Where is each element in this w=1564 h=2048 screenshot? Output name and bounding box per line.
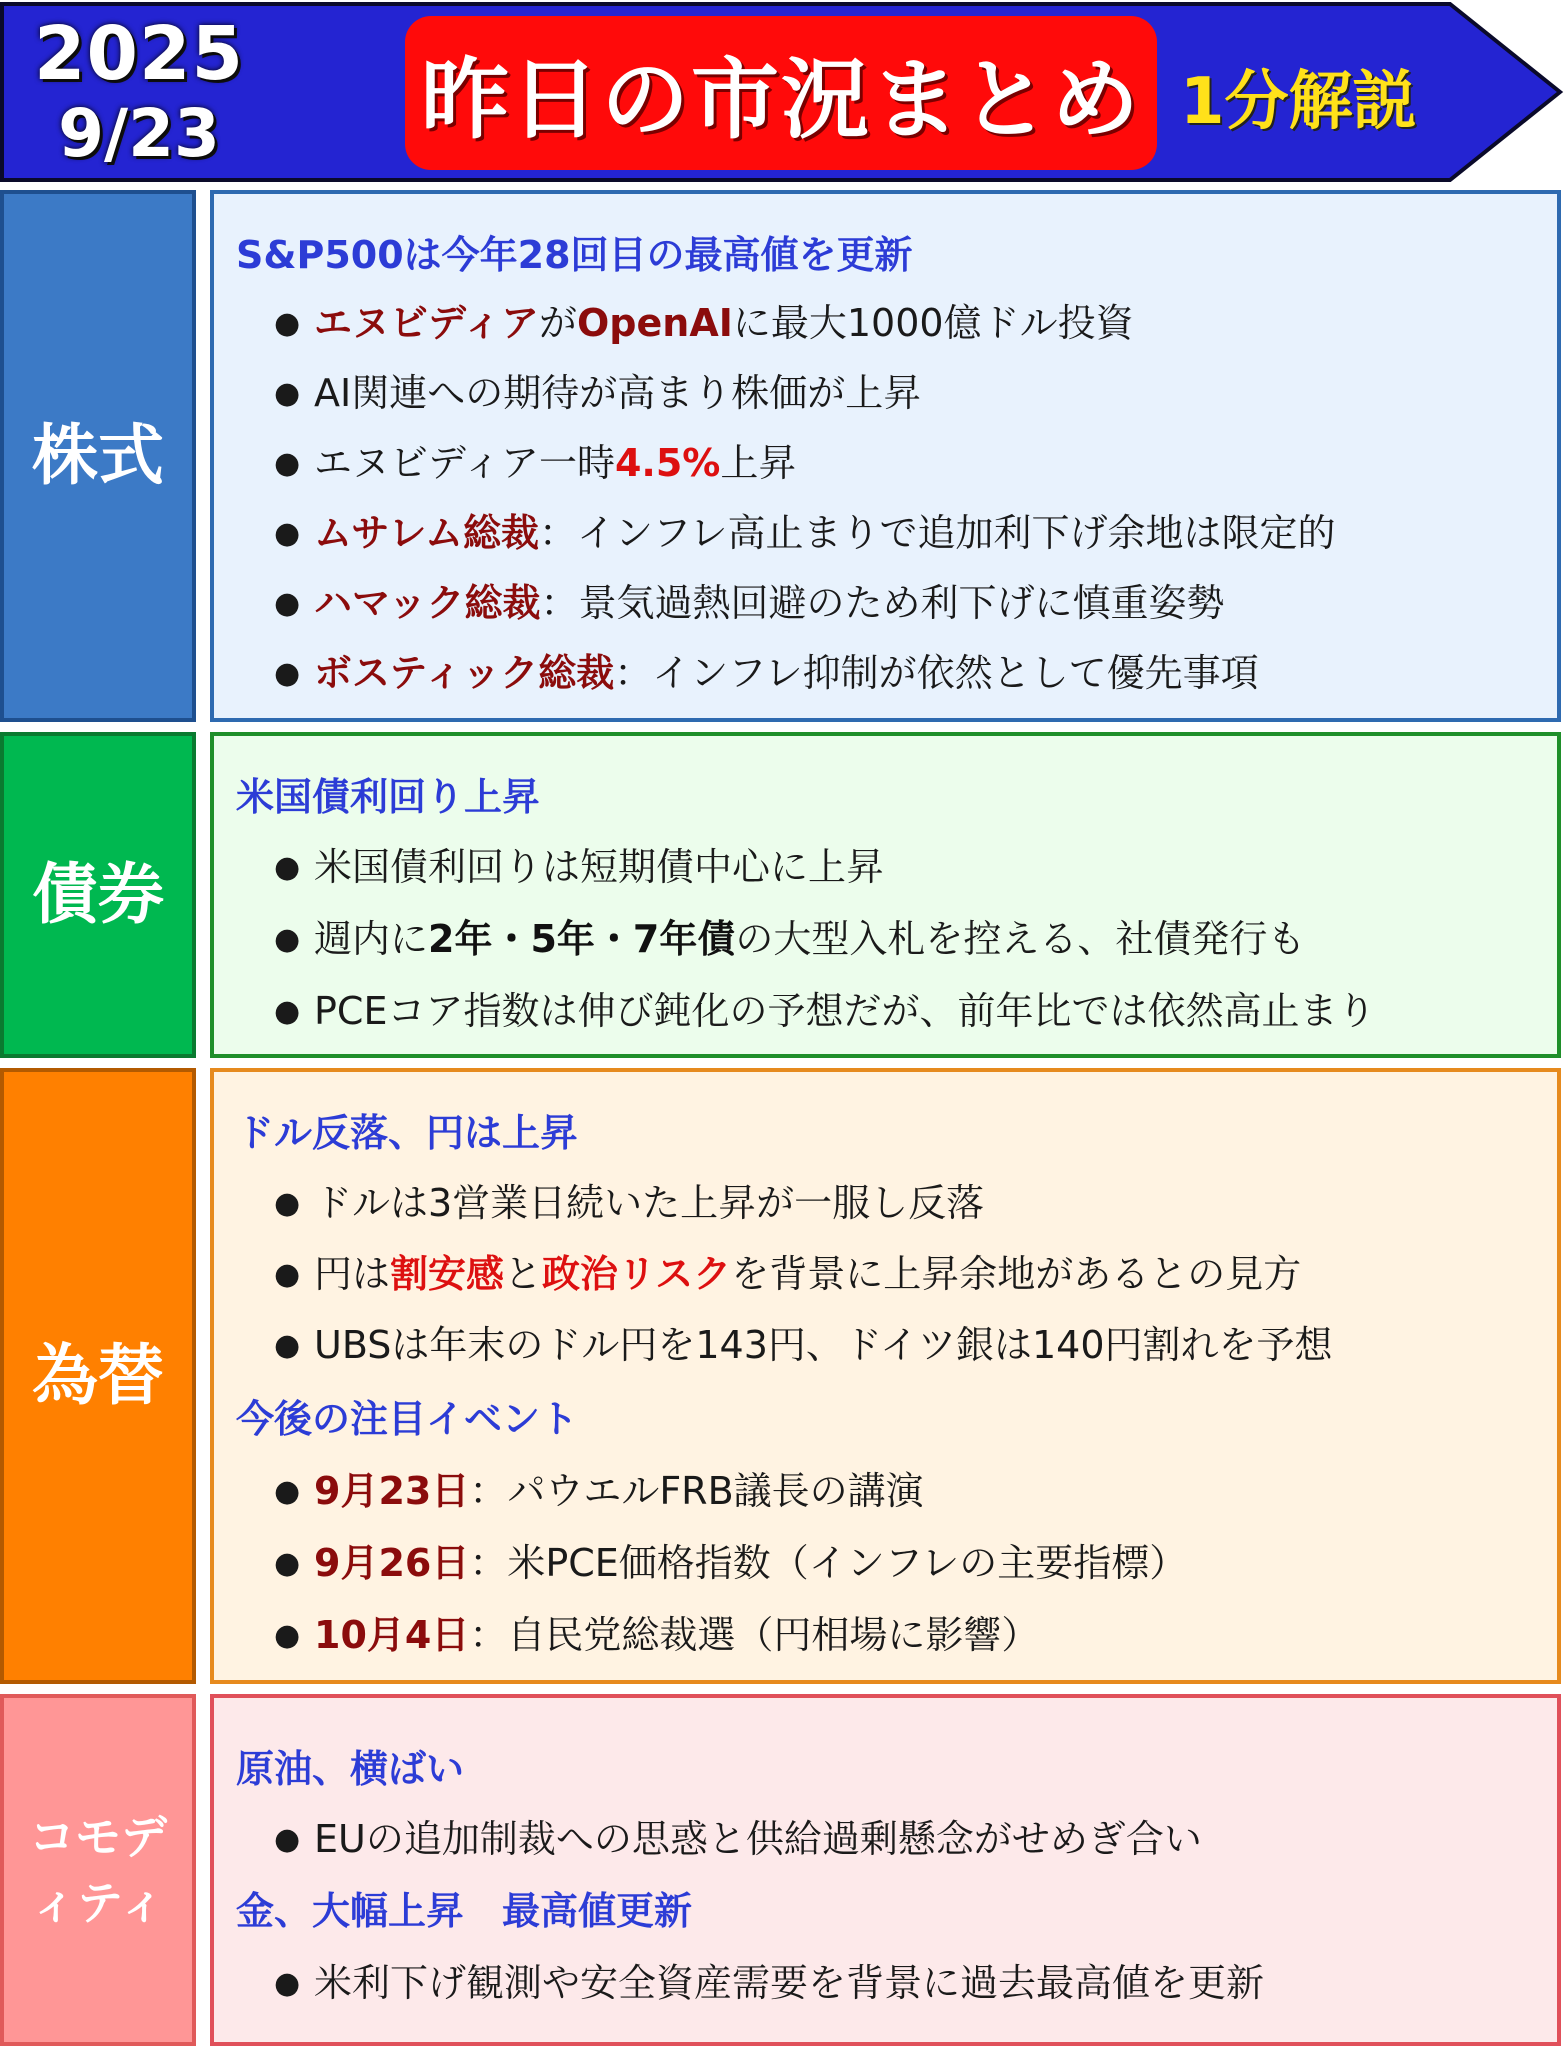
event-item: ● 10月4日：自民党総裁選（円相場に影響） (274, 1613, 1040, 1657)
bullet-icon: ● (274, 922, 301, 957)
list-item: ● ボスティック総裁：インフレ抑制が依然として優先事項 (274, 651, 1259, 695)
list-item: ● AI関連への期待が高まり株価が上昇 (274, 371, 922, 415)
events-heading: 今後の注目イベント (236, 1397, 579, 1441)
bullet-icon: ● (274, 1546, 301, 1581)
section-content-stocks (210, 190, 1561, 722)
bullet-icon: ● (274, 306, 301, 341)
bullet-icon: ● (274, 1186, 301, 1221)
bullet-icon: ● (274, 516, 301, 551)
section-content-fx (210, 1068, 1561, 1684)
section-bonds (0, 732, 1564, 1058)
bullet-icon: ● (274, 1822, 301, 1857)
bullet-icon: ● (274, 1328, 301, 1363)
list-item: ● 週内に2年・5年・7年債の大型入札を控える、社債発行も (274, 917, 1306, 961)
page-subtitle: 1分解説 (1180, 65, 1417, 139)
list-item: ● EUの追加制裁への思惑と供給過剰懸念がせめぎ合い (274, 1817, 1202, 1861)
event-item: ● 9月26日：米PCE価格指数（インフレの主要指標） (274, 1541, 1188, 1585)
list-item: ● ドルは3営業日続いた上昇が一服し反落 (274, 1181, 985, 1225)
label-text: 為替 (32, 1337, 164, 1414)
section-label-commodities (0, 1694, 196, 2046)
label-text: 株式 (32, 417, 164, 494)
section-content-commodities (210, 1694, 1561, 2046)
header-date: 9/23 (58, 95, 220, 172)
bullet-icon: ● (274, 376, 301, 411)
header-banner (0, 0, 1564, 184)
event-item: ● 9月23日：パウエルFRB議長の講演 (274, 1469, 924, 1513)
bullet-icon: ● (274, 994, 301, 1029)
bullet-icon: ● (274, 1618, 301, 1653)
list-item: ● UBSは年末のドル円を143円、ドイツ銀は140円割れを予想 (274, 1323, 1333, 1367)
bullet-icon: ● (274, 656, 301, 691)
bullet-icon: ● (274, 1966, 301, 2001)
section-stocks (0, 190, 1564, 722)
bullet-icon: ● (274, 586, 301, 621)
list-item: ● PCEコア指数は伸び鈍化の予想だが、前年比では依然高止まり (274, 989, 1376, 1033)
title-badge (405, 16, 1157, 170)
list-item: ● 米国債利回りは短期債中心に上昇 (274, 845, 885, 889)
bullet-icon: ● (274, 446, 301, 481)
section-label-bonds (0, 732, 196, 1058)
list-item: ● ハマック総裁：景気過熱回避のため利下げに慎重姿勢 (274, 581, 1225, 625)
list-item: ● 円は割安感と政治リスクを背景に上昇余地があるとの見方 (274, 1252, 1302, 1296)
bonds-heading: 米国債利回り上昇 (236, 775, 541, 819)
fx-heading: ドル反落、円は上昇 (236, 1111, 579, 1155)
header-year: 2025 (34, 11, 244, 97)
page-title: 昨日の市況まとめ (420, 48, 1141, 151)
list-item: ● エヌビディアがOpenAIに最大1000億ドル投資 (274, 301, 1134, 345)
gold-heading: 金、大幅上昇 最高値更新 (236, 1889, 693, 1933)
stocks-heading: S&P500は今年28回目の最高値を更新 (236, 233, 913, 277)
bullet-icon: ● (274, 1257, 301, 1292)
list-item: ● ムサレム総裁：インフレ高止まりで追加利下げ余地は限定的 (274, 511, 1336, 555)
section-content-bonds (210, 732, 1561, 1058)
label-text: コモデ ィティ (29, 1810, 167, 1930)
list-item: ● 米利下げ観測や安全資産需要を背景に過去最高値を更新 (274, 1961, 1265, 2005)
bullet-icon: ● (274, 1474, 301, 1509)
section-fx (0, 1068, 1564, 1684)
section-commodities (0, 1694, 1564, 2046)
section-label-fx (0, 1068, 196, 1684)
oil-heading: 原油、横ばい (236, 1747, 465, 1791)
section-label-stocks (0, 190, 196, 722)
label-text: 債券 (32, 856, 164, 933)
bullet-icon: ● (274, 850, 301, 885)
list-item: ● エヌビディア一時4.5%上昇 (274, 441, 797, 485)
